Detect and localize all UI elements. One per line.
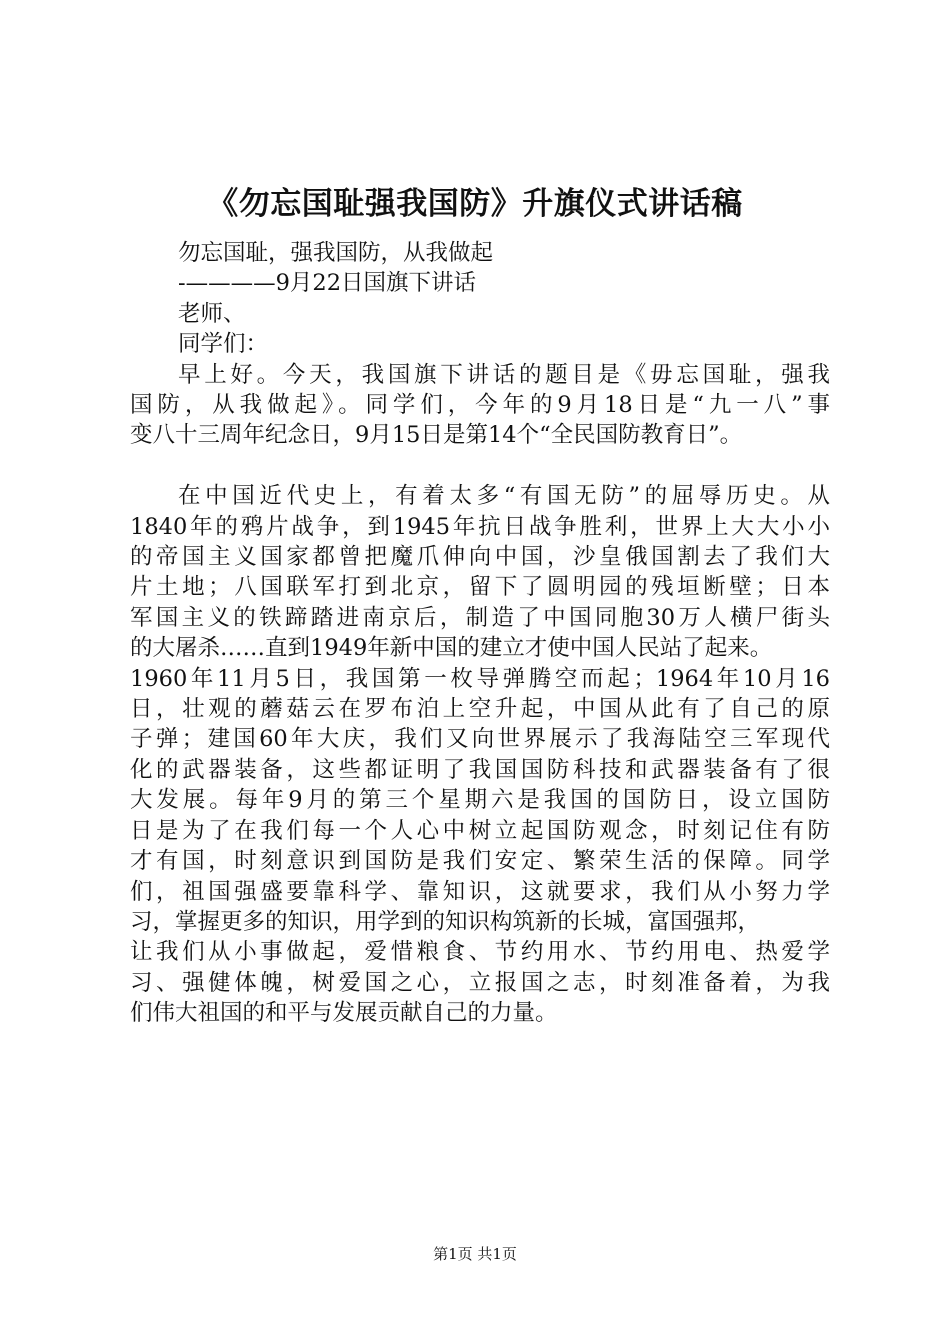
page-footer: 第1页 共1页: [433, 1245, 517, 1263]
paragraph-line: 变八十三周年纪念日，9月15日是第14个“全民国防教育日”。: [130, 422, 743, 449]
paragraph-line: 日是为了在我们每一个人心中树立起国防观念，时刻记住有防: [130, 817, 830, 844]
paragraph-line: 国防，从我做起》。同学们，今年的9月18日是“九一八”事: [130, 392, 830, 419]
paragraph-line: 日，壮观的蘑菇云在罗布泊上空升起，中国从此有了自己的原: [130, 696, 830, 723]
paragraph-spacer: [130, 451, 830, 481]
salutation-teachers: 老师、: [178, 300, 246, 327]
salutation-students: 同学们：: [178, 331, 269, 358]
paragraph-line: 在中国近代史上，有着太多“有国无防”的屈辱历史。从: [178, 483, 830, 510]
page-title: 《勿忘国耻强我国防》升旗仪式讲话稿: [207, 186, 743, 222]
paragraph-line: 1960年11月5日，我国第一枚导弹腾空而起；1964年10月16: [130, 665, 830, 692]
paragraph-line: 习，掌握更多的知识，用学到的知识构筑新的长城，富国强邦，: [130, 908, 761, 935]
paragraph-line: 们，祖国强盛要靠科学、靠知识，这就要求，我们从小努力学: [130, 878, 830, 905]
paragraph-line: 们伟大祖国的和平与发展贡献自己的力量。: [130, 1000, 558, 1027]
paragraph-line: 大发展。每年9月的第三个星期六是我国的国防日，设立国防: [130, 787, 830, 814]
paragraph-line: 才有国，时刻意识到国防是我们安定、繁荣生活的保障。同学: [130, 848, 830, 875]
paragraph-line: 化的武器装备，这些都证明了我国国防科技和武器装备有了很: [130, 756, 830, 783]
paragraph-line: 1840年的鸦片战争，到1945年抗日战争胜利，世界上大大小小: [130, 513, 830, 540]
paragraph-greeting: [130, 360, 830, 451]
paragraph-line: 军国主义的铁蹄踏进南京后，制造了中国同胞30万人横尸街头: [130, 604, 830, 631]
paragraph-line: 让我们从小事做起，爱惜粮食、节约用水、节约用电、热爱学: [130, 939, 830, 966]
paragraph-line: 子弹；建国60年大庆，我们又向世界展示了我海陆空三军现代: [130, 726, 830, 753]
paragraph-line: 的帝国主义国家都曾把魔爪伸向中国，沙皇俄国割去了我们大: [130, 544, 830, 571]
paragraph-line: 习、强健体魄，树爱国之心，立报国之志，时刻准备着，为我: [130, 969, 830, 996]
paragraph-line: 的大屠杀……直到1949年新中国的建立才使中国人民站了起来。: [130, 635, 773, 662]
speech-byline: -————9月22日国旗下讲话: [178, 270, 477, 297]
speech-subtitle: 勿忘国耻，强我国防，从我做起: [178, 240, 494, 266]
paragraph-history: [130, 481, 830, 1028]
paragraph-line: 早上好。今天，我国旗下讲话的题目是《毋忘国耻，强我: [178, 361, 830, 388]
paragraph-line: 片土地；八国联军打到北京，留下了圆明园的残垣断壁；日本: [130, 574, 830, 601]
document-body: [130, 238, 830, 1029]
